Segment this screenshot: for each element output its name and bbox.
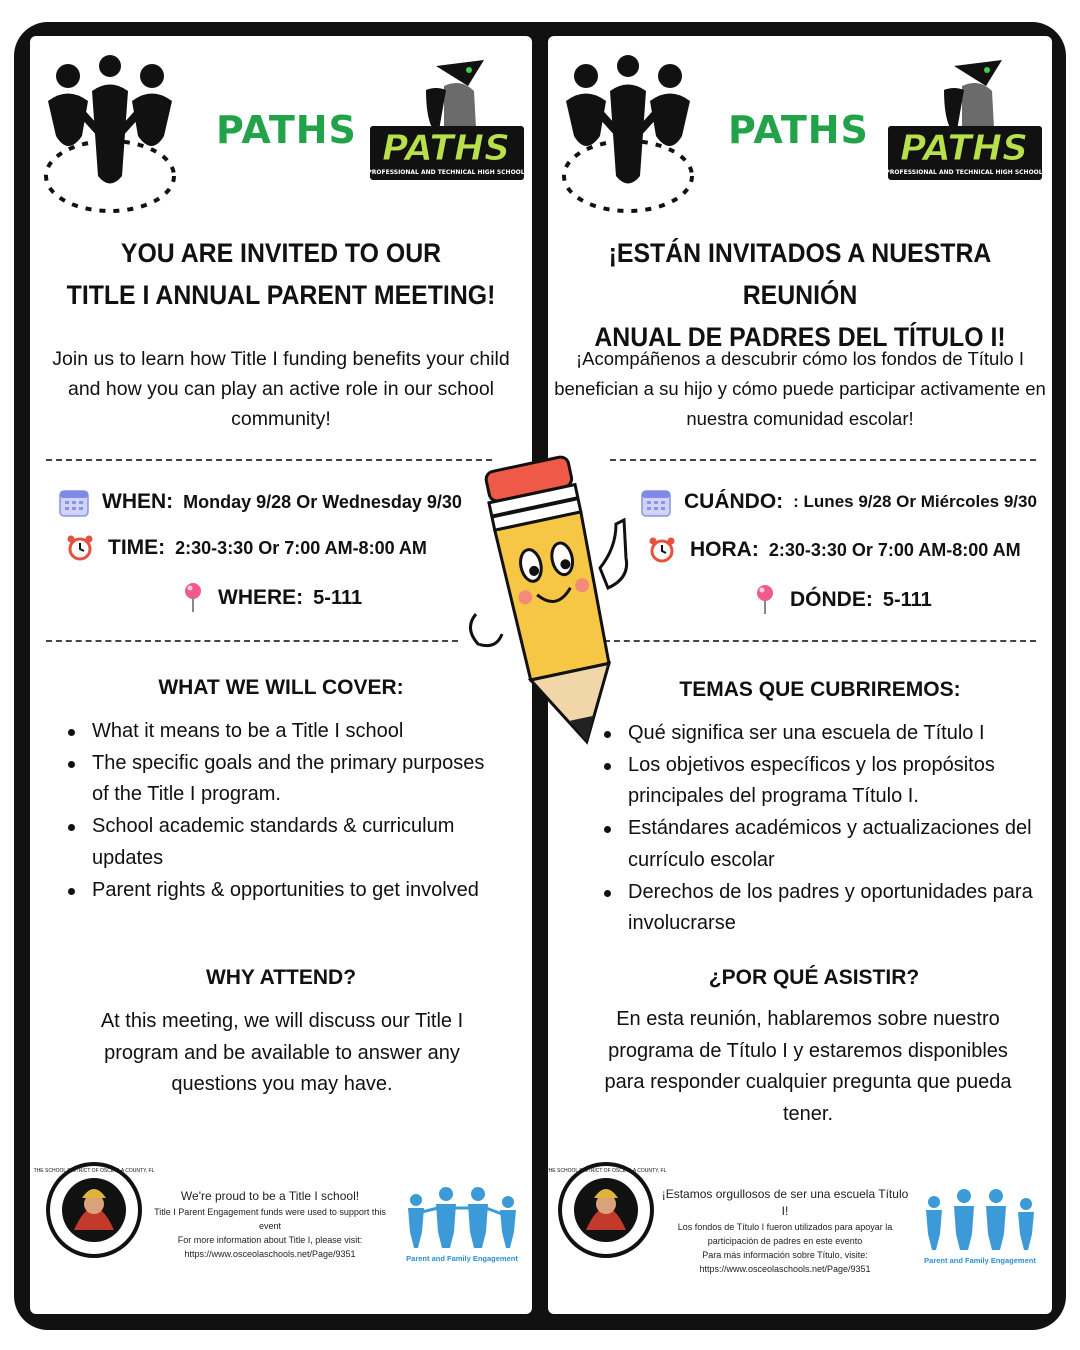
english-footer xyxy=(146,1188,394,1261)
spanish-title xyxy=(568,232,1032,358)
english-title-line1: YOU ARE INVITED TO OUR xyxy=(120,238,442,268)
alarm-clock-icon xyxy=(66,534,94,562)
district-seal xyxy=(545,1160,667,1260)
footer-url[interactable]: https://www.osceolaschools.net/Page/9351 xyxy=(184,1249,356,1259)
footer-line1: ¡Estamos orgullosos de ser una escuela Título I! xyxy=(661,1187,909,1218)
spanish-title-line1: ¡ESTÁN INVITADOS A NUESTRA REUNIÓN xyxy=(608,238,992,310)
seal-year: 1887 xyxy=(597,1243,615,1252)
where-value: 5-111 xyxy=(882,588,932,611)
paths-wordmark: PATHS xyxy=(216,108,357,152)
when-value: : Lunes 9/28 Or Miércoles 9/30 xyxy=(793,492,1037,511)
paths-wordmark: PATHS xyxy=(728,108,869,152)
footer-line3: For more information about Title I, please visit: xyxy=(177,1235,363,1245)
paths-patriot-logo xyxy=(366,56,526,196)
pfe-label: Parent and Family Engagement xyxy=(406,1254,518,1263)
paths-logo-subtitle: PROFESSIONAL AND TECHNICAL HIGH SCHOOL xyxy=(885,169,1043,176)
english-title-line2: TITLE I ANNUAL PARENT MEETING! xyxy=(66,280,496,310)
paths-patriot-logo xyxy=(884,56,1044,196)
list-item: Parent rights & opportunities to get involved xyxy=(64,875,504,907)
spanish-title-line2: ANUAL DE PADRES DEL TÍTULO I! xyxy=(594,322,1006,352)
pushpin-icon xyxy=(180,582,206,614)
english-where-row xyxy=(180,582,362,614)
list-item: Derechos de los padres y oportunidades para involucrarse xyxy=(600,877,1046,940)
paths-logo-text: PATHS xyxy=(899,128,1029,169)
divider-bottom xyxy=(46,640,458,642)
calendar-icon xyxy=(58,486,90,518)
spanish-intro: ¡Acompáñenos a descubrir cómo los fondos de Título I benefician a su hijo y cómo puede participar activamente en nuestra comunidad escolar! xyxy=(554,348,1046,429)
english-why-text: At this meeting, we will discuss our Title I program and be available to answer any questions you may have. xyxy=(100,1010,464,1095)
spanish-when-row xyxy=(640,486,1037,518)
time-label: TIME: xyxy=(108,536,166,559)
divider-bottom xyxy=(604,640,1036,642)
family-figures-icon xyxy=(402,1186,522,1254)
english-when-row xyxy=(58,486,462,518)
footer-url[interactable]: https://www.osceolaschools.net/Page/9351 xyxy=(699,1264,871,1274)
english-why-heading: WHY ATTEND? xyxy=(205,966,357,989)
footer-line3: Para más información sobre Título, visite: xyxy=(702,1250,868,1260)
time-label: HORA: xyxy=(690,538,759,561)
calendar-icon xyxy=(640,486,672,518)
alarm-clock-icon xyxy=(648,536,676,564)
list-item: Qué significa ser una escuela de Título I xyxy=(600,718,1046,750)
spanish-where-row xyxy=(752,584,932,616)
pfe-label: Parent and Family Engagement xyxy=(924,1256,1036,1265)
seal-ring-text: THE SCHOOL DISTRICT OF OSCEOLA COUNTY, FL xyxy=(33,1168,155,1174)
pushpin-icon xyxy=(752,584,778,616)
english-intro: Join us to learn how Title I funding benefits your child and how you can play an active role in our school community! xyxy=(52,348,510,430)
divider-top xyxy=(610,459,1036,461)
pencil-mascot xyxy=(458,428,642,764)
list-item: The specific goals and the primary purposes of the Title I program. xyxy=(64,748,504,811)
english-time-row xyxy=(66,534,427,562)
divider-top xyxy=(46,459,492,461)
list-item: Estándares académicos y actualizaciones del currículo escolar xyxy=(600,813,1046,876)
seal-ring-text: THE SCHOOL DISTRICT OF OSCEOLA COUNTY, FL xyxy=(545,1168,667,1174)
seal-year: 1887 xyxy=(85,1243,103,1252)
spanish-footer xyxy=(660,1186,910,1276)
family-circle-logo xyxy=(558,56,698,216)
paths-logo-text: PATHS xyxy=(381,128,511,169)
family-figures-icon xyxy=(918,1188,1042,1256)
english-panel xyxy=(30,36,532,1314)
list-item: School academic standards & curriculum updates xyxy=(64,811,504,874)
footer-line2: Title I Parent Engagement funds were used to support this event xyxy=(154,1207,386,1231)
footer-line2: Los fondos de Título I fueron utilizados para apoyar la participación de padres en este evento xyxy=(677,1222,893,1246)
when-label: WHEN: xyxy=(102,490,174,513)
english-cover-heading: WHAT WE WILL COVER: xyxy=(158,676,404,699)
spanish-why-text: En esta reunión, hablaremos sobre nuestro programa de Título I y estaremos disponibles para responder cualquier pregunta que pueda tener. xyxy=(604,1008,1012,1125)
time-value: 2:30-3:30 Or 7:00 AM-8:00 AM xyxy=(175,537,427,558)
paths-logo-subtitle: PROFESSIONAL AND TECHNICAL HIGH SCHOOL xyxy=(367,169,525,176)
english-title xyxy=(50,232,512,316)
spanish-cover-heading: TEMAS QUE CUBRIREMOS: xyxy=(679,678,961,701)
footer-line1: We're proud to be a Title I school! xyxy=(180,1189,360,1203)
list-item: What it means to be a Title I school xyxy=(64,716,504,748)
where-value: 5-111 xyxy=(313,586,363,609)
district-seal xyxy=(33,1160,155,1260)
when-label: CUÁNDO: xyxy=(684,490,784,513)
spanish-why-heading: ¿POR QUÉ ASISTIR? xyxy=(708,966,920,989)
time-value: 2:30-3:30 Or 7:00 AM-8:00 AM xyxy=(768,539,1021,560)
spanish-cover-list xyxy=(600,718,1046,940)
family-circle-logo xyxy=(40,56,180,216)
where-label: DÓNDE: xyxy=(790,588,873,611)
where-label: WHERE: xyxy=(218,586,304,609)
english-cover-list xyxy=(64,716,504,906)
spanish-time-row xyxy=(648,536,1021,564)
list-item: Los objetivos específicos y los propósitos principales del programa Título I. xyxy=(600,750,1046,813)
when-value: Monday 9/28 Or Wednesday 9/30 xyxy=(183,491,462,512)
